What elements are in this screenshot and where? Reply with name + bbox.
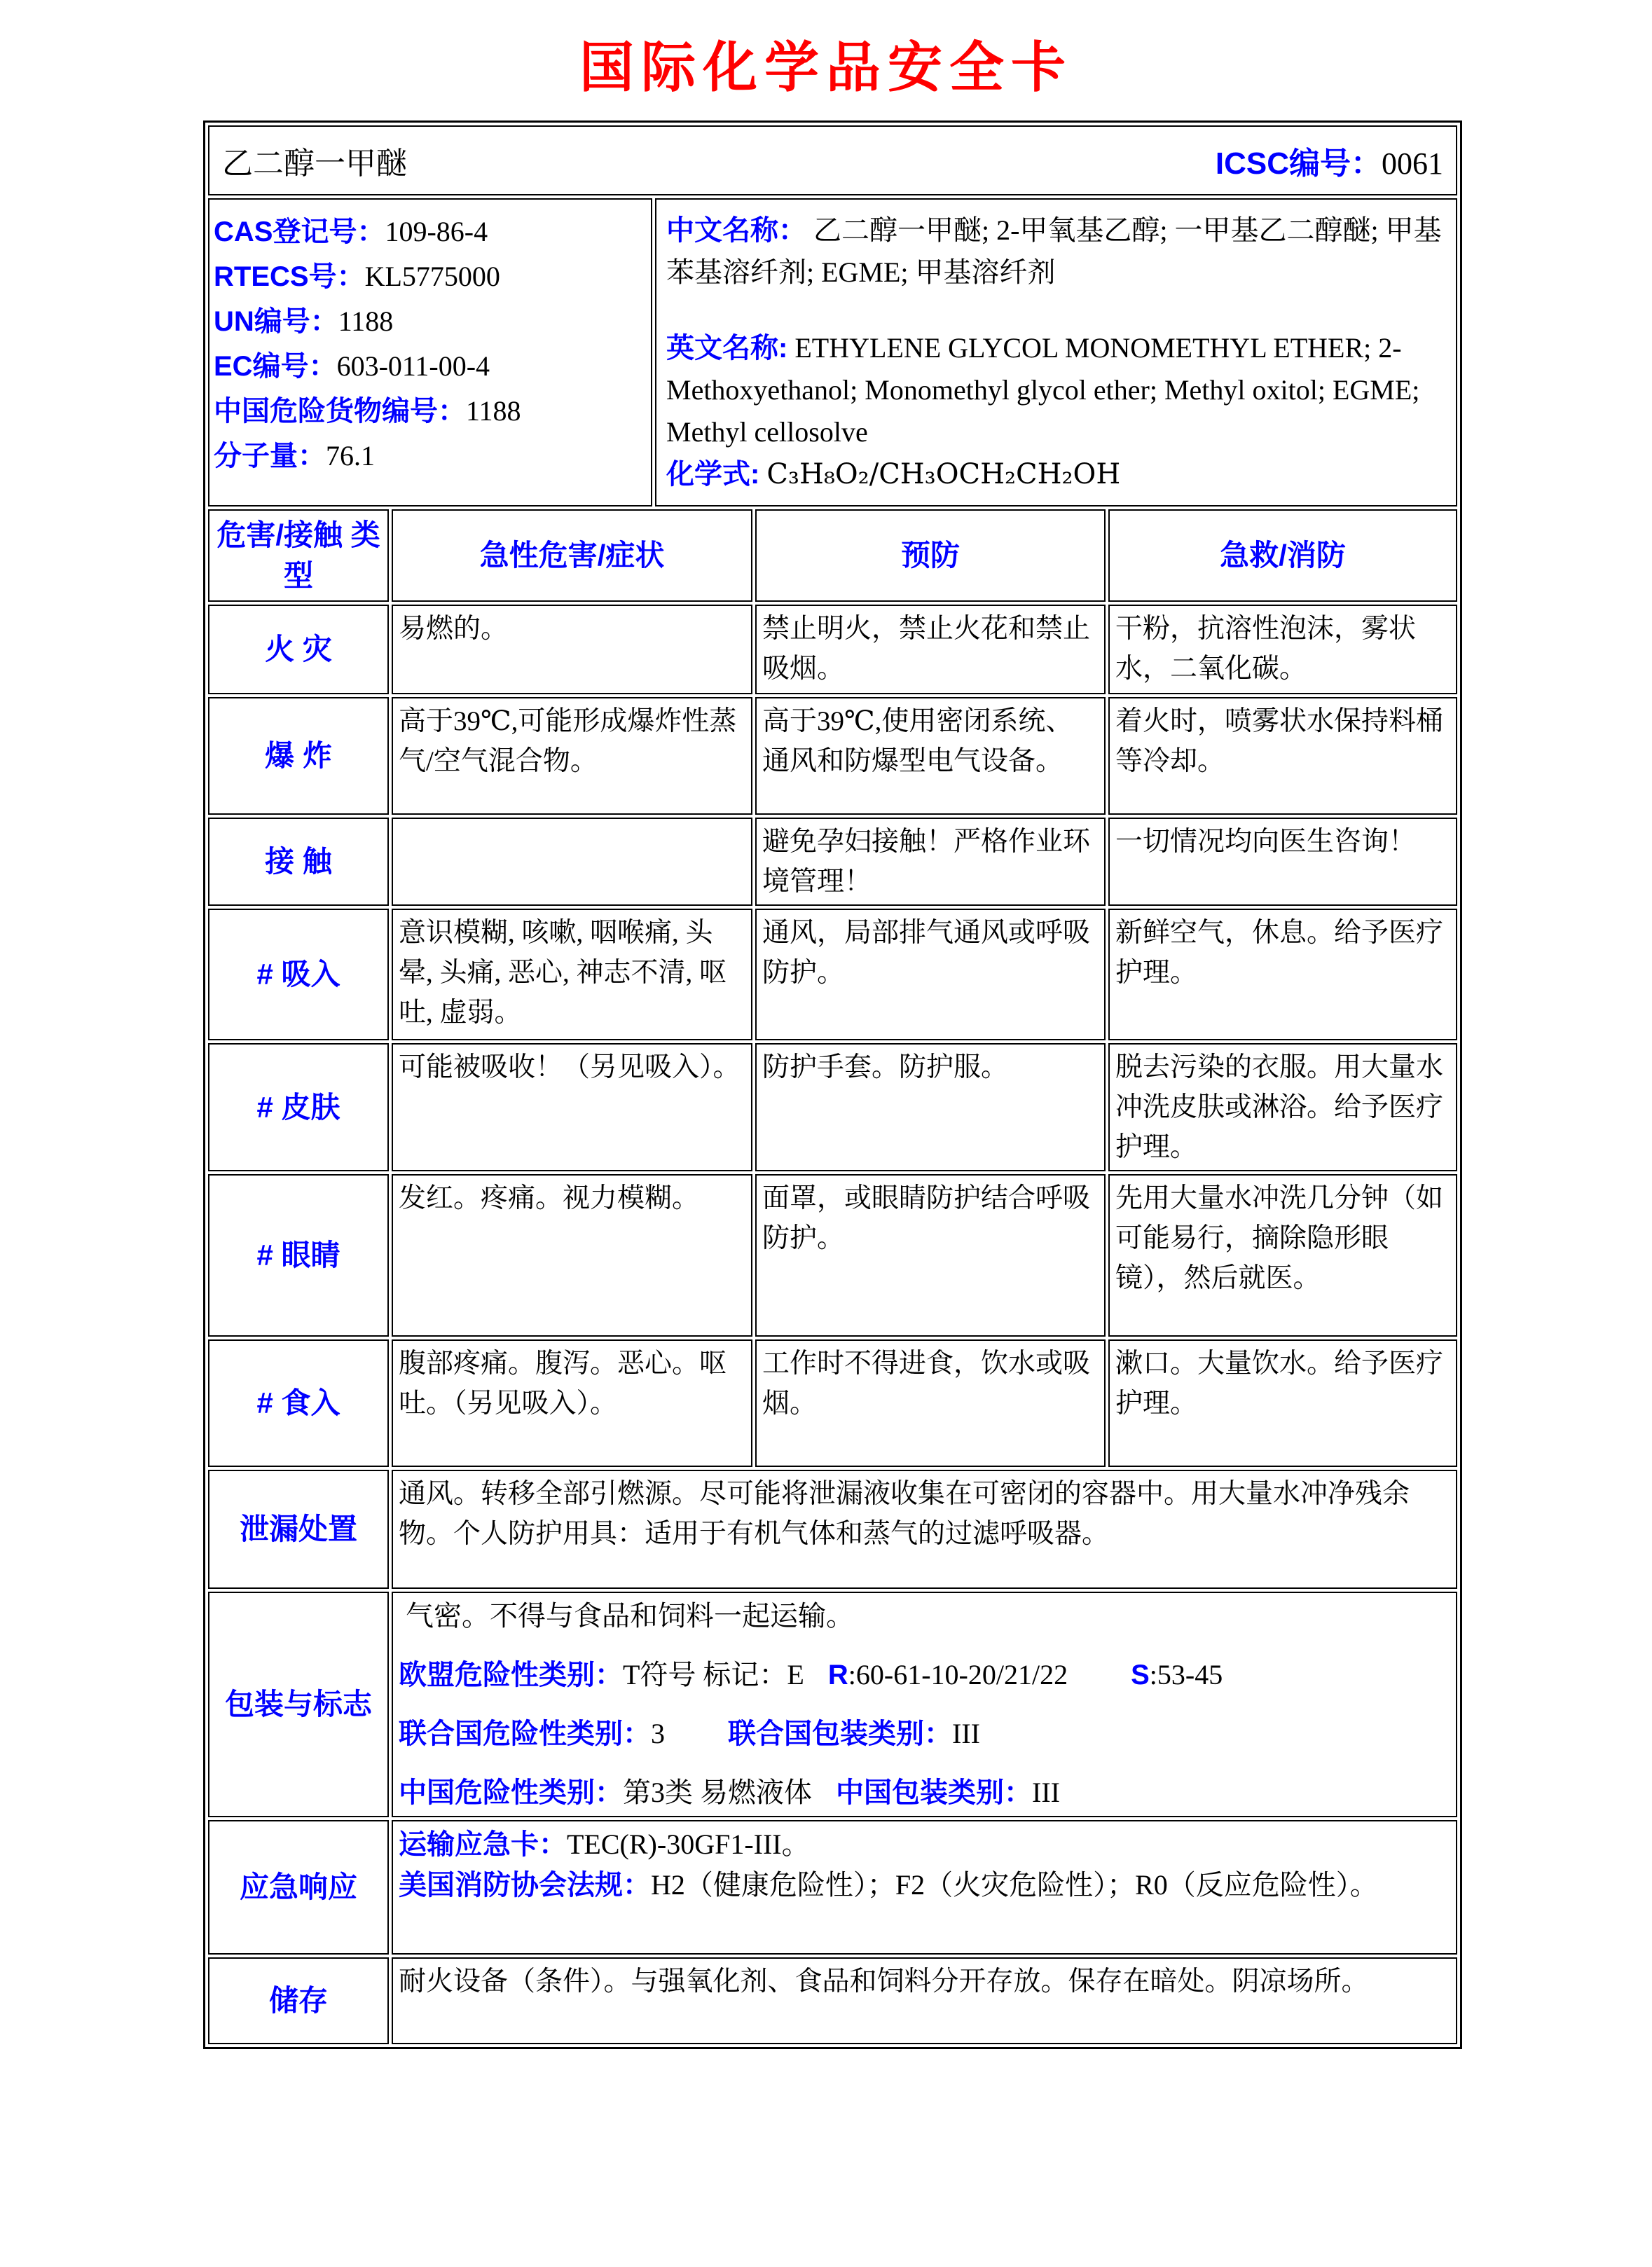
row-eyes-label: # 眼睛 bbox=[208, 1174, 389, 1337]
ec-value: 603-011-00-4 bbox=[336, 350, 490, 382]
chemical-name: 乙二醇一甲醚 bbox=[222, 146, 407, 181]
emergency-nfpa-line bbox=[399, 1865, 1450, 1906]
row-fire-prevention: 禁止明火，禁止火花和禁止吸烟。 bbox=[755, 605, 1106, 694]
row-skin-symptoms: 可能被吸收！（另见吸入）。 bbox=[392, 1043, 752, 1171]
un-row bbox=[214, 299, 647, 344]
packaging-eu-line bbox=[399, 1655, 1450, 1695]
cn-class-label: 中国危险性类别： bbox=[399, 1777, 623, 1808]
row-ingestion-prevention: 工作时不得进食，饮水或吸烟。 bbox=[755, 1339, 1106, 1467]
row-eyes-symptoms: 发红。疼痛。视力模糊。 bbox=[392, 1174, 752, 1337]
row-ingestion-firstaid: 漱口。大量饮水。给予医疗护理。 bbox=[1108, 1339, 1457, 1467]
en-names-label: 英文名称: bbox=[666, 333, 788, 364]
safety-card bbox=[203, 120, 1462, 2049]
s-phrase-value: :53-45 bbox=[1149, 1659, 1223, 1690]
r-phrase-label: R bbox=[827, 1660, 848, 1690]
row-contact-symptoms bbox=[392, 818, 752, 906]
row-ingestion-symptoms: 腹部疼痛。腹泻。恶心。呕吐。（另见吸入）。 bbox=[392, 1339, 752, 1467]
s-phrase-label: S bbox=[1131, 1660, 1150, 1690]
cas-value: 109-86-4 bbox=[385, 216, 488, 247]
formula-row bbox=[666, 453, 1446, 495]
row-storage-content: 耐火设备（条件）。与强氧化剂、食品和饲料分开存放。保存在暗处。阴凉场所。 bbox=[392, 1957, 1457, 2044]
eu-class-label: 欧盟危险性类别： bbox=[399, 1660, 623, 1690]
icsc-number: 0061 bbox=[1382, 146, 1443, 181]
mol-weight-label: 分子量： bbox=[214, 441, 326, 471]
en-names-value: ETHYLENE GLYCOL MONOMETHYL ETHER; 2-Methoxyethanol; Monomethyl glycol ether; Methyl oxitol; EGME; Methyl cellosolve bbox=[666, 332, 1420, 448]
row-inhalation-firstaid: 新鲜空气，休息。给予医疗护理。 bbox=[1108, 909, 1457, 1040]
row-storage-label: 储存 bbox=[208, 1957, 389, 2044]
cas-row bbox=[214, 209, 647, 254]
row-fire-symptoms: 易燃的。 bbox=[392, 605, 752, 694]
row-packaging-label: 包装与标志 bbox=[208, 1592, 389, 1817]
emergency-tec-line bbox=[399, 1824, 1450, 1865]
row-spill-label: 泄漏处置 bbox=[208, 1470, 389, 1589]
en-names-row bbox=[666, 327, 1446, 453]
row-inhalation-label: # 吸入 bbox=[208, 909, 389, 1040]
formula-value: C₃H₈O₂/CH₃OCH₂CH₂OH bbox=[766, 458, 1121, 490]
rtecs-row bbox=[214, 254, 647, 299]
row-spill-content: 通风。转移全部引燃源。尽可能将泄漏液收集在可密闭的容器中。用大量水冲净残余物。个人防护用具：适用于有机气体和蒸气的过滤呼吸器。 bbox=[392, 1470, 1457, 1589]
row-skin-prevention: 防护手套。防护服。 bbox=[755, 1043, 1106, 1171]
row-contact-firstaid: 一切情况均向医生咨询！ bbox=[1108, 818, 1457, 906]
col-header-firstaid: 急救/消防 bbox=[1108, 509, 1457, 602]
tec-card-label: 运输应急卡： bbox=[399, 1829, 567, 1860]
china-dg-row bbox=[214, 389, 647, 434]
row-explosion-symptoms: 高于39℃,可能形成爆炸性蒸气/空气混合物。 bbox=[392, 697, 752, 815]
row-fire-label: 火 灾 bbox=[208, 605, 389, 694]
cas-label: CAS登记号： bbox=[214, 216, 385, 247]
col-header-hazard-type: 危害/接触 类型 bbox=[208, 509, 389, 602]
china-dg-value: 1188 bbox=[466, 395, 521, 427]
nfpa-label: 美国消防协会法规： bbox=[399, 1870, 651, 1901]
un-label: UN编号： bbox=[214, 306, 338, 337]
row-skin-label: # 皮肤 bbox=[208, 1043, 389, 1171]
nfpa-value: H2（健康危险性）；F2（火灾危险性）；R0（反应危险性）。 bbox=[651, 1869, 1378, 1901]
chemical-names bbox=[655, 198, 1457, 507]
identification-section bbox=[208, 198, 1457, 507]
un-value: 1188 bbox=[338, 305, 394, 337]
cn-class-value: 第3类 易燃液体 bbox=[623, 1777, 812, 1808]
un-pack-label: 联合国包装类别： bbox=[728, 1718, 952, 1749]
hazard-table bbox=[208, 509, 1457, 2044]
cn-names-value: 乙二醇一甲醚; 2-甲氧基乙醇; 一甲基乙二醇醚; 甲基苯基溶纤剂; EGME; 甲基溶纤剂 bbox=[666, 214, 1442, 288]
page-title: 国际化学品安全卡 bbox=[579, 36, 1073, 98]
tec-card-value: TEC(R)-30GF1-III。 bbox=[567, 1828, 810, 1860]
cn-names-row bbox=[666, 209, 1446, 294]
mol-weight-value: 76.1 bbox=[326, 440, 375, 471]
eu-class-value: T符号 标记：E bbox=[623, 1659, 804, 1690]
row-explosion-label: 爆 炸 bbox=[208, 697, 389, 815]
col-header-symptoms: 急性危害/症状 bbox=[392, 509, 752, 602]
row-inhalation-symptoms: 意识模糊, 咳嗽, 咽喉痛, 头晕, 头痛, 恶心, 神志不清, 呕吐, 虚弱。 bbox=[392, 909, 752, 1040]
row-inhalation-prevention: 通风，局部排气通风或呼吸防护。 bbox=[755, 909, 1106, 1040]
registry-numbers bbox=[208, 198, 652, 507]
cn-pack-label: 中国包装类别： bbox=[836, 1777, 1032, 1808]
row-eyes-prevention: 面罩，或眼睛防护结合呼吸防护。 bbox=[755, 1174, 1106, 1337]
cn-pack-value: III bbox=[1032, 1777, 1060, 1808]
rtecs-label: RTECS号： bbox=[214, 261, 365, 292]
row-contact-label: 接 触 bbox=[208, 818, 389, 906]
row-explosion-prevention: 高于39℃,使用密闭系统、通风和防爆型电气设备。 bbox=[755, 697, 1106, 815]
ec-label: EC编号： bbox=[214, 351, 337, 382]
un-class-label: 联合国危险性类别： bbox=[399, 1718, 651, 1749]
packaging-un-line bbox=[399, 1714, 1450, 1754]
cn-names-label: 中文名称： bbox=[666, 215, 806, 246]
icsc-number-group bbox=[1216, 138, 1443, 183]
formula-label: 化学式: bbox=[666, 459, 760, 490]
row-fire-firstaid: 干粉，抗溶性泡沫，雾状水，二氧化碳。 bbox=[1108, 605, 1457, 694]
names-spacer bbox=[666, 294, 1446, 327]
ec-row bbox=[214, 344, 647, 389]
row-packaging-content bbox=[392, 1592, 1457, 1817]
col-header-prevention: 预防 bbox=[755, 509, 1106, 602]
icsc-label: ICSC编号： bbox=[1215, 146, 1382, 181]
row-ingestion-label: # 食入 bbox=[208, 1339, 389, 1467]
un-pack-value: III bbox=[952, 1718, 980, 1749]
row-emergency-label: 应急响应 bbox=[208, 1820, 389, 1955]
row-contact-prevention: 避免孕妇接触！严格作业环境管理！ bbox=[755, 818, 1106, 906]
mol-weight-row bbox=[214, 434, 647, 478]
packaging-transport-note: 气密。不得与食品和饲料一起运输。 bbox=[406, 1600, 854, 1632]
row-skin-firstaid: 脱去污染的衣服。用大量水冲洗皮肤或淋浴。给予医疗护理。 bbox=[1108, 1043, 1457, 1171]
un-class-value: 3 bbox=[651, 1718, 665, 1749]
rtecs-value: KL5775000 bbox=[364, 261, 500, 292]
packaging-cn-line bbox=[399, 1772, 1450, 1813]
row-emergency-content bbox=[392, 1820, 1457, 1955]
china-dg-label: 中国危险货物编号： bbox=[214, 396, 466, 427]
r-phrase-value: :60-61-10-20/21/22 bbox=[848, 1659, 1068, 1690]
row-explosion-firstaid: 着火时，喷雾状水保持料桶等冷却。 bbox=[1108, 697, 1457, 815]
row-eyes-firstaid: 先用大量水冲洗几分钟（如可能易行，摘除隐形眼镜），然后就医。 bbox=[1108, 1174, 1457, 1337]
name-row bbox=[208, 125, 1457, 195]
